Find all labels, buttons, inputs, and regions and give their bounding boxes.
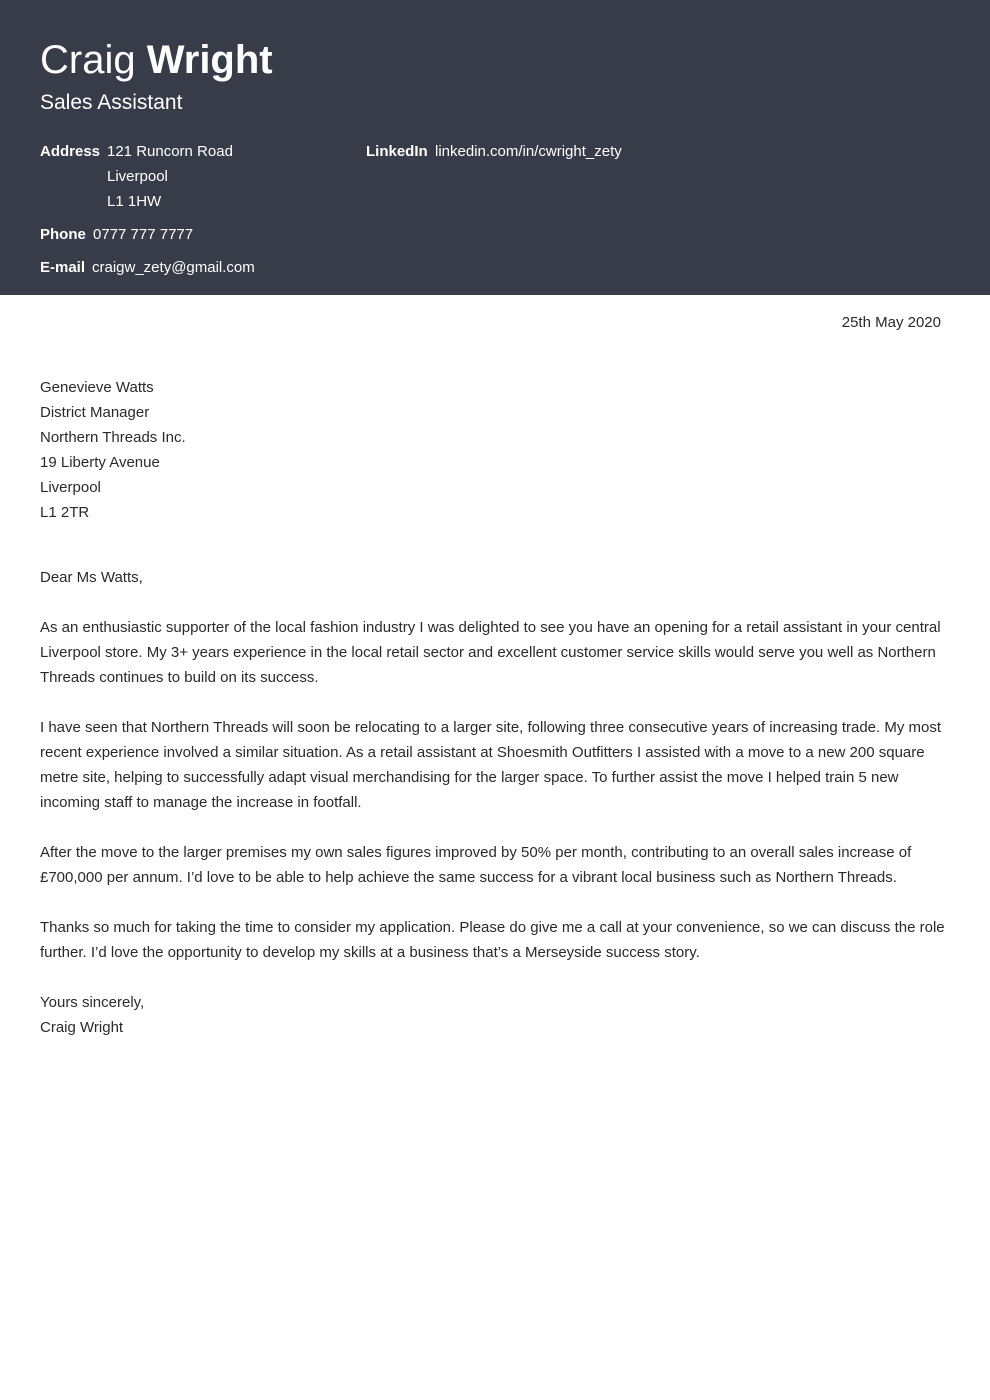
recipient-line: Northern Threads Inc. bbox=[40, 429, 186, 446]
address-label: Address bbox=[40, 143, 101, 160]
email-label: E-mail bbox=[40, 259, 86, 276]
applicant-name bbox=[40, 37, 273, 83]
first-name: Craig bbox=[40, 38, 136, 82]
letter-date: 25th May 2020 bbox=[841, 314, 941, 331]
email-link[interactable]: craigw_zety@gmail.com bbox=[92, 259, 255, 276]
letter-body bbox=[40, 565, 950, 1040]
closing-block bbox=[40, 990, 950, 1040]
header-banner bbox=[0, 0, 990, 295]
job-title: Sales Assistant bbox=[40, 91, 183, 114]
linkedin-label: LinkedIn bbox=[366, 143, 428, 160]
recipient-line: Genevieve Watts bbox=[40, 379, 154, 396]
recipient-address bbox=[40, 375, 186, 525]
phone-value: 0777 777 7777 bbox=[93, 226, 194, 243]
letter-paragraph: As an enthusiastic supporter of the local fashion industry I was delighted to see you have an opening for a retail assistant in your central Liverpool store. My 3+ years experience in the local retail sector and excellent customer service skills would serve you well as Northern Threads continues to build on its success. bbox=[40, 619, 941, 686]
phone-label: Phone bbox=[40, 226, 86, 243]
recipient-line: Liverpool bbox=[40, 479, 101, 496]
letter-paragraph: Thanks so much for taking the time to consider my application. Please do give me a call at your convenience, so we can discuss the role further. I’d love the opportunity to develop my skills at a business that’s a Merseyside success story. bbox=[40, 919, 945, 961]
last-name: Wright bbox=[146, 38, 273, 82]
address-line: 121 Runcorn Road bbox=[107, 143, 233, 160]
recipient-line: District Manager bbox=[40, 404, 150, 421]
linkedin-link[interactable]: linkedin.com/in/cwright_zety bbox=[435, 143, 622, 160]
recipient-line: L1 2TR bbox=[40, 504, 90, 521]
address-line: Liverpool bbox=[107, 168, 168, 185]
letter-paragraph: I have seen that Northern Threads will soon be relocating to a larger site, following three consecutive years of increasing trade. My most recent experience involved a similar situation. As a retail assistant at Shoesmith Outfitters I assisted with a move to a new 200 square metre site, helping to successfully adapt visual merchandising for the larger space. To further assist the move I helped train 5 new incoming staff to manage the increase in footfall. bbox=[40, 719, 942, 811]
salutation: Dear Ms Watts, bbox=[40, 569, 143, 586]
recipient-line: 19 Liberty Avenue bbox=[40, 454, 160, 471]
closing: Yours sincerely, bbox=[40, 994, 145, 1011]
address-line: L1 1HW bbox=[107, 193, 162, 210]
address-value bbox=[107, 139, 233, 214]
letter-paragraph: After the move to the larger premises my own sales figures improved by 50% per month, contributing to an overall sales increase of £700,000 per annum. I’d love to be able to help achieve the same success for a vibrant local business such as Northern Threads. bbox=[40, 844, 912, 886]
signature: Craig Wright bbox=[40, 1019, 124, 1036]
